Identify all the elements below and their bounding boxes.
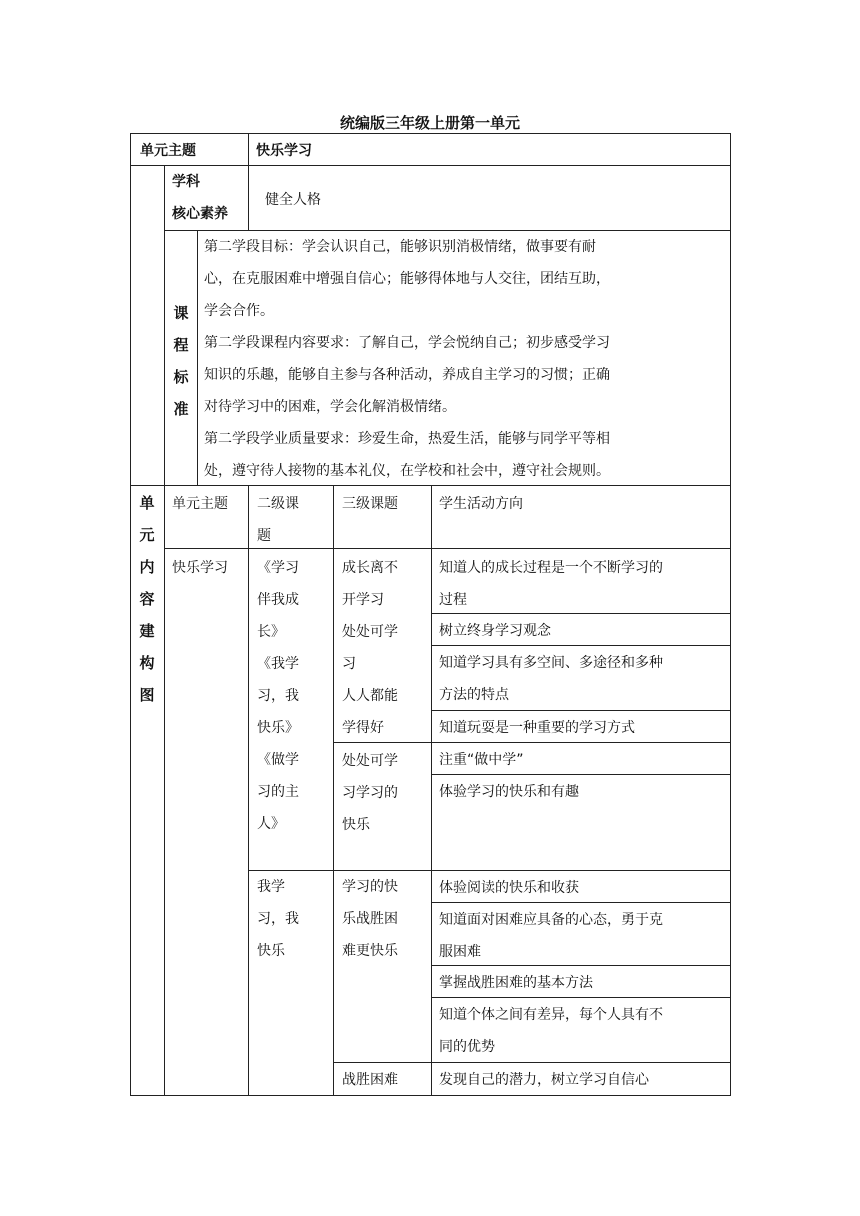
activity-item: 掌握战胜困难的基本方法	[439, 975, 593, 991]
unit-theme-value: 快乐学习	[256, 143, 312, 159]
col-divider	[431, 485, 432, 1096]
activity-item: 树立终身学习观念	[439, 623, 551, 639]
activity-item: 发现自己的潜力，树立学习自信心	[439, 1072, 649, 1088]
theme-cell: 快乐学习	[172, 560, 228, 576]
header-level2: 二级课 题	[257, 496, 299, 544]
header-activity: 学生活动方向	[439, 496, 523, 512]
activity-item: 知道个体之间有差异，每个人具有不 同的优势	[439, 1007, 663, 1055]
level2-cell: 《学习 伴我成 长》 《我学 习，我 快乐》 《做学 习的主 人》	[257, 560, 299, 832]
table-border-right	[730, 133, 731, 1096]
col-divider	[248, 165, 249, 231]
page-title: 统编版三年级上册第一单元	[339, 114, 520, 132]
unit-theme-label: 单元主题	[140, 143, 196, 159]
activity-item: 注重“做中学”	[439, 752, 524, 768]
row-divider	[164, 548, 731, 549]
activity-item: 知道面对困难应具备的心态，勇于克 服困难	[439, 912, 663, 960]
header-level3: 三级课题	[342, 496, 398, 512]
level2-cell: 我学 习，我 快乐	[257, 879, 299, 959]
col-divider	[248, 133, 249, 166]
level3-cell: 学习的快 乐战胜困 难更快乐	[342, 879, 398, 959]
curriculum-standard-label: 课 程 标 准	[173, 304, 189, 418]
col-divider	[333, 485, 334, 1096]
activity-item: 知道学习具有多空间、多途径和多种 方法的特点	[439, 655, 663, 703]
curriculum-standard-text: 第二学段目标：学会认识自己，能够识别消极情绪，做事要有耐 心，在克服困难中增强自信心；能够得体地与人交往，团结互助， 学会合作。 第二学段课程内容要求：了解自己，学会悦纳自己；初步感受学习 知识的乐趣，能够自主参与各种活动，养成自主学习的习惯；正确 对待学习中的困难，学会化解消极情绪。 第二学段学业质量要求：珍爱生命，热爱生活，能够与同学平等相 处，遵守待人接物的基本礼仪，在学校和社会中，遵守社会规则。	[204, 239, 610, 479]
activity-item: 知道人的成长过程是一个不断学习的 过程	[439, 560, 663, 608]
core-literacy-label: 学科 核心素养	[172, 174, 228, 222]
level3-cell: 处处可学 习学习的 快乐	[342, 753, 398, 833]
level3-cell: 成长离不 开学习 处处可学 习 人人都能 学得好	[342, 560, 398, 736]
col-divider	[248, 485, 249, 1096]
unit-table	[130, 133, 731, 1096]
table-border-left	[130, 133, 131, 1096]
unit-construction-label: 单 元 内 容 建 构 图	[139, 494, 155, 704]
core-literacy-value: 健全人格	[265, 192, 321, 208]
header-unit-theme: 单元主题	[172, 496, 228, 512]
table-border-top	[130, 133, 731, 134]
activity-item: 体验阅读的快乐和收获	[439, 880, 579, 896]
activity-item: 知道玩耍是一种重要的学习方式	[439, 720, 635, 736]
col-divider	[197, 230, 198, 486]
col-divider	[164, 165, 165, 1096]
row-divider	[248, 870, 731, 871]
activity-item: 体验学习的快乐和有趣	[439, 784, 579, 800]
level3-cell: 战胜困难	[342, 1072, 398, 1088]
